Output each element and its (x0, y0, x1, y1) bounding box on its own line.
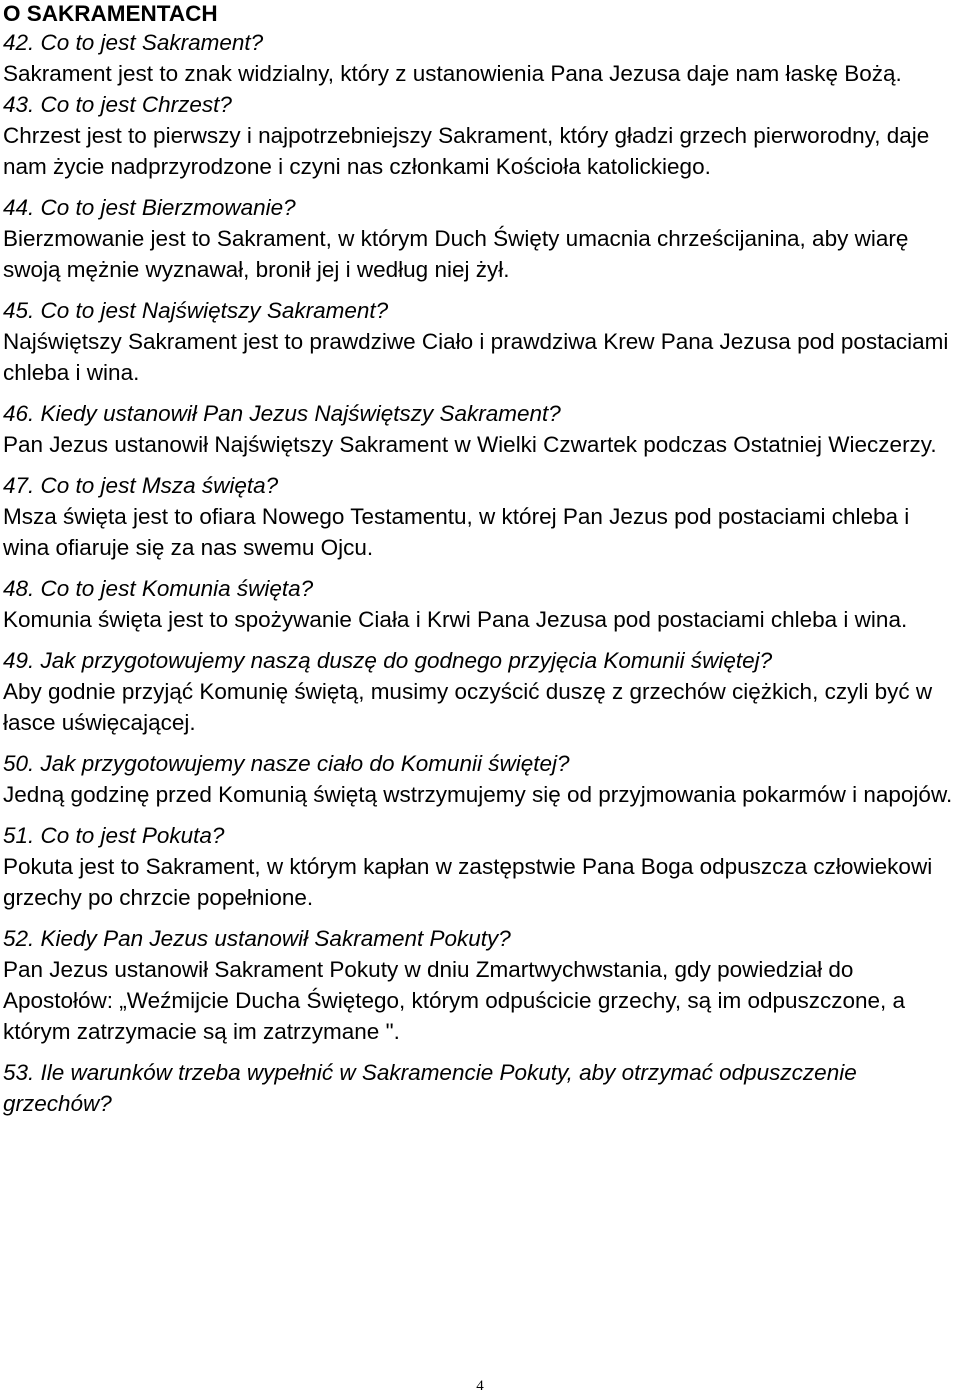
qa-item-52 (3, 923, 958, 1047)
question-46: 46. Kiedy ustanowił Pan Jezus Najświętszy Sakrament? (3, 401, 561, 426)
qa-item-43 (3, 89, 958, 182)
qa-item-45 (3, 295, 958, 388)
answer-52: Pan Jezus ustanowił Sakrament Pokuty w dniu Zmartwychwstania, gdy powiedział do Apostołów: „Weźmijcie Ducha Świętego, którym odpuścicie grzechy, są im odpuszczone, a którym zatrzymacie są im zatrzymane ". (3, 957, 906, 1044)
qa-item-50 (3, 748, 958, 810)
question-52: 52. Kiedy Pan Jezus ustanowił Sakrament Pokuty? (3, 926, 511, 951)
qa-item-48 (3, 573, 958, 635)
question-42: 42. Co to jest Sakrament? (3, 30, 264, 55)
answer-42: Sakrament jest to znak widzialny, który z ustanowienia Pana Jezusa daje nam łaskę Bożą. (3, 61, 902, 86)
answer-47: Msza święta jest to ofiara Nowego Testamentu, w której Pan Jezus pod postaciami chleba i wina ofiaruje się za nas swemu Ojcu. (3, 504, 910, 560)
qa-item-51 (3, 820, 958, 913)
answer-51: Pokuta jest to Sakrament, w którym kapłan w zastępstwie Pana Boga odpuszcza człowiekowi grzechy po chrzcie popełnione. (3, 854, 933, 910)
answer-44: Bierzmowanie jest to Sakrament, w którym Duch Święty umacnia chrześcijanina, aby wiarę swoją mężnie wyznawał, bronił jej i według niej żył. (3, 226, 909, 282)
qa-item-53 (3, 1057, 958, 1119)
answer-48: Komunia święta jest to spożywanie Ciała i Krwi Pana Jezusa pod postaciami chleba i wina. (3, 607, 908, 632)
qa-item-46 (3, 398, 958, 460)
question-44: 44. Co to jest Bierzmowanie? (3, 195, 296, 220)
question-53: 53. Ile warunków trzeba wypełnić w Sakramencie Pokuty, aby otrzymać odpuszczenie grzechów? (3, 1060, 857, 1116)
question-48: 48. Co to jest Komunia święta? (3, 576, 314, 601)
page-number: 4 (476, 1378, 484, 1394)
question-43: 43. Co to jest Chrzest? (3, 92, 232, 117)
question-45: 45. Co to jest Najświętszy Sakrament? (3, 298, 389, 323)
question-49: 49. Jak przygotowujemy naszą duszę do godnego przyjęcia Komunii świętej? (3, 648, 773, 673)
document-page (3, 0, 958, 1119)
question-51: 51. Co to jest Pokuta? (3, 823, 225, 848)
answer-50: Jedną godzinę przed Komunią świętą wstrzymujemy się od przyjmowania pokarmów i napojów. (3, 782, 953, 807)
answer-46: Pan Jezus ustanowił Najświętszy Sakrament w Wielki Czwartek podczas Ostatniej Wieczerzy. (3, 432, 937, 457)
question-47: 47. Co to jest Msza święta? (3, 473, 279, 498)
document-heading: O SAKRAMENTACH (3, 1, 218, 26)
answer-49: Aby godnie przyjąć Komunię świętą, musimy oczyścić duszę z grzechów ciężkich, czyli być w łasce uświęcającej. (3, 679, 933, 735)
answer-43: Chrzest jest to pierwszy i najpotrzebniejszy Sakrament, który gładzi grzech pierworodny, daje nam życie nadprzyrodzone i czyni nas członkami Kościoła katolickiego. (3, 123, 930, 179)
question-50: 50. Jak przygotowujemy nasze ciało do Komunii świętej? (3, 751, 570, 776)
qa-item-42 (3, 27, 958, 89)
qa-item-47 (3, 470, 958, 563)
answer-45: Najświętszy Sakrament jest to prawdziwe Ciało i prawdziwa Krew Pana Jezusa pod postaciami chleba i wina. (3, 329, 949, 385)
qa-item-49 (3, 645, 958, 738)
qa-item-44 (3, 192, 958, 285)
